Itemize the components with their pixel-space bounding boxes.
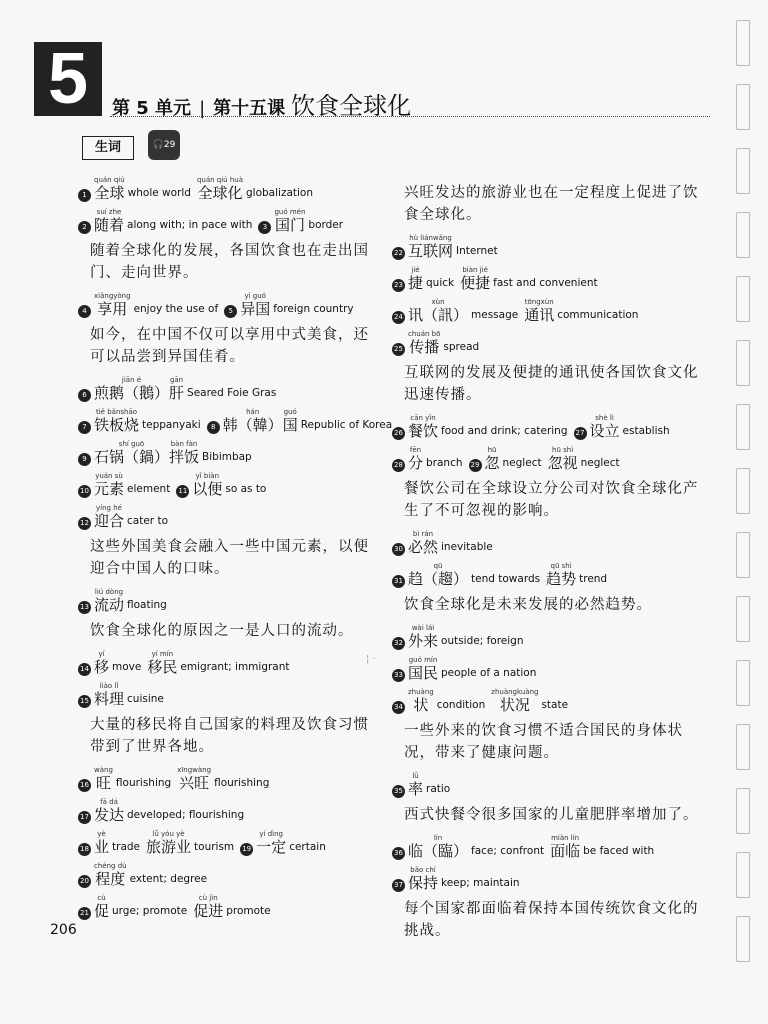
entry-number: 37 — [392, 879, 405, 892]
gloss: neglect — [502, 457, 542, 469]
page-smudge: ¦ · — [366, 654, 376, 665]
hanzi: 必然 — [408, 538, 439, 556]
pinyin: biàn jié — [462, 266, 488, 274]
pinyin: zhuàng — [408, 688, 434, 696]
vocab-word — [408, 330, 440, 356]
vocab-column-right — [392, 176, 712, 950]
vocab-word — [192, 472, 222, 498]
page-edge-marks — [736, 20, 750, 990]
hanzi: 临（臨） — [408, 842, 469, 860]
vocab-word — [147, 650, 177, 676]
hanzi: 石锅（鍋） — [94, 448, 170, 466]
vocab-entry — [78, 862, 378, 888]
pinyin: tiě bǎnshāo — [95, 408, 138, 416]
lesson-label: 第十五课 — [213, 98, 286, 119]
vocab-entry — [392, 234, 712, 260]
gloss: Republic of Korea — [300, 419, 393, 431]
vocab-entry — [78, 766, 378, 792]
page-number: 206 — [50, 922, 77, 938]
pinyin: hū shì — [552, 446, 574, 454]
example-sentence: 每个国家都面临着保持本国传统饮食文化的挑战。 — [404, 901, 699, 939]
entry-number: 17 — [78, 811, 91, 824]
entry-number: 25 — [392, 343, 405, 356]
vocab-word — [408, 866, 438, 892]
entry-number: 29 — [469, 459, 482, 472]
entry-number: 22 — [392, 247, 405, 260]
hanzi: 设立 — [589, 422, 620, 440]
gloss: trade — [112, 841, 141, 853]
gloss: element — [127, 483, 171, 495]
pinyin: xùn — [431, 298, 445, 306]
vocab-word — [240, 292, 270, 318]
entry-number: 1 — [78, 189, 91, 202]
vocab-word — [193, 894, 223, 920]
vocab-word — [408, 414, 438, 440]
vocab-word — [177, 766, 211, 792]
hanzi: 移 — [94, 658, 110, 676]
gloss: cuisine — [127, 693, 164, 705]
gloss: certain — [289, 841, 326, 853]
gloss: cater to — [127, 515, 168, 527]
pinyin: yí mín — [151, 650, 174, 658]
pinyin: cù jìn — [198, 894, 218, 902]
pinyin: hù liánwǎng — [409, 234, 452, 242]
vocab-entry — [78, 504, 378, 530]
vocab-entry — [392, 446, 712, 472]
vocab-entry — [78, 376, 378, 402]
pinyin: xīngwàng — [177, 766, 212, 774]
gloss: communication — [557, 309, 639, 321]
pinyin: cān yǐn — [410, 414, 436, 422]
hanzi: 全球化 — [197, 184, 243, 202]
vocab-word — [524, 298, 554, 324]
vocab-word — [94, 472, 124, 498]
pinyin: xiǎngyòng — [94, 292, 131, 300]
vocab-entry — [392, 330, 712, 356]
hanzi: 状 — [413, 696, 429, 714]
entry-number: 21 — [78, 907, 91, 920]
hanzi: 韩（韓） — [222, 416, 283, 434]
pinyin: liào lǐ — [99, 682, 119, 690]
pinyin: quán qiú — [94, 176, 125, 184]
entry-number: 10 — [78, 485, 91, 498]
vocab-entry — [78, 408, 393, 434]
gloss: Internet — [456, 245, 498, 257]
gloss: flourishing — [115, 777, 172, 789]
hanzi: 餐饮 — [408, 422, 439, 440]
pinyin: jié — [411, 266, 420, 274]
gloss: tend towards — [471, 573, 541, 585]
vocab-word — [94, 650, 109, 676]
vocab-word — [94, 292, 131, 318]
hanzi: 互联网 — [408, 242, 454, 260]
vocab-word — [590, 414, 620, 440]
pinyin: guó mén — [274, 208, 306, 216]
hanzi: 分 — [408, 454, 424, 472]
hanzi: 一定 — [256, 838, 287, 856]
entry-number: 14 — [78, 663, 91, 676]
vocab-entry — [392, 530, 712, 556]
hanzi: 便捷 — [460, 274, 491, 292]
pinyin: gān — [169, 376, 184, 384]
vocab-word — [408, 530, 438, 556]
vocab-entry — [78, 176, 378, 202]
gloss: state — [541, 699, 569, 711]
vocab-word — [94, 682, 124, 708]
pinyin: jiān é — [121, 376, 142, 384]
example-sentence: 兴旺发达的旅游业也在一定程度上促进了饮食全球化。 — [404, 185, 699, 223]
vocab-word — [94, 894, 109, 920]
vocab-entry — [78, 472, 378, 498]
vocab-heading: 生词 — [82, 136, 134, 160]
vocab-word — [169, 376, 184, 402]
hanzi: 忽视 — [547, 454, 578, 472]
vocab-word — [94, 588, 124, 614]
pinyin: yì guó — [244, 292, 266, 300]
header-divider — [110, 116, 710, 117]
pinyin: yí — [98, 650, 105, 658]
gloss: along with; in pace with — [127, 219, 253, 231]
hanzi: 迎合 — [94, 512, 125, 530]
gloss: keep; maintain — [441, 877, 520, 889]
hanzi: 促进 — [193, 902, 224, 920]
vocab-word — [408, 446, 423, 472]
pinyin: wàng — [94, 766, 113, 774]
hanzi: 面临 — [550, 842, 581, 860]
vocab-word — [408, 834, 468, 860]
entry-number: 4 — [78, 305, 91, 318]
gloss: foreign country — [273, 303, 354, 315]
vocab-word — [94, 798, 124, 824]
pinyin: chuán bō — [408, 330, 441, 338]
hanzi: 国门 — [274, 216, 305, 234]
gloss: Bibimbap — [202, 451, 252, 463]
vocab-entry — [392, 562, 712, 588]
vocab-word — [408, 234, 453, 260]
entry-number: 8 — [207, 421, 220, 434]
vocab-word — [408, 624, 438, 650]
pinyin: qū shì — [550, 562, 572, 570]
pinyin: suí zhe — [96, 208, 122, 216]
pinyin: wài lái — [411, 624, 435, 632]
pinyin: hū — [487, 446, 497, 454]
audio-headphones-icon[interactable]: 🎧29 — [148, 130, 180, 160]
entry-number: 23 — [392, 279, 405, 292]
vocab-word — [94, 376, 169, 402]
gloss: people of a nation — [441, 667, 537, 679]
pinyin: qū — [433, 562, 443, 570]
gloss: so as to — [225, 483, 267, 495]
vocab-word — [256, 830, 286, 856]
pinyin: quán qiú huà — [196, 176, 243, 184]
entry-number: 26 — [392, 427, 405, 440]
entry-number: 2 — [78, 221, 91, 234]
gloss: floating — [127, 599, 167, 611]
gloss: flourishing — [214, 777, 270, 789]
gloss: promote — [226, 905, 271, 917]
example-sentence: 这些外国美食会融入一些中国元素，以便迎合中国人的口味。 — [90, 539, 369, 577]
pinyin: shí guō — [118, 440, 145, 448]
hanzi: 捷 — [408, 274, 424, 292]
entry-number: 36 — [392, 847, 405, 860]
vocab-word — [274, 208, 305, 234]
vocab-entry — [392, 772, 712, 798]
vocab-word — [94, 208, 124, 234]
hanzi: 趋（趨） — [408, 570, 469, 588]
gloss: whole world — [127, 187, 191, 199]
example-sentence: 饮食全球化的原因之一是人口的流动。 — [90, 623, 354, 639]
entry-number: 13 — [78, 601, 91, 614]
hanzi: 异国 — [240, 300, 271, 318]
hanzi: 旺 — [95, 774, 111, 792]
entry-number: 12 — [78, 517, 91, 530]
example-sentence: 西式快餐令很多国家的儿童肥胖率增加了。 — [404, 807, 699, 823]
vocab-word — [169, 440, 199, 466]
vocab-entry — [392, 624, 712, 650]
entry-number: 19 — [240, 843, 253, 856]
vocab-entry — [78, 682, 378, 708]
hanzi: 程度 — [95, 870, 126, 888]
hanzi: 业 — [94, 838, 110, 856]
gloss: fast and convenient — [493, 277, 598, 289]
hanzi: 旅游业 — [146, 838, 192, 856]
gloss: move — [112, 661, 142, 673]
hanzi: 传播 — [409, 338, 440, 356]
entry-number: 18 — [78, 843, 91, 856]
audio-track-number: 29 — [163, 140, 176, 150]
gloss: extent; degree — [129, 873, 208, 885]
hanzi: 外来 — [408, 632, 439, 650]
vocab-entry — [392, 688, 712, 714]
gloss: globalization — [246, 187, 313, 199]
pinyin: fā dá — [100, 798, 118, 806]
entry-number: 3 — [258, 221, 271, 234]
entry-number: 16 — [78, 779, 91, 792]
header-separator: | — [199, 98, 206, 119]
vocab-word — [197, 176, 243, 202]
hanzi: 促 — [94, 902, 110, 920]
gloss: condition — [436, 699, 486, 711]
hanzi: 享用 — [97, 300, 128, 318]
unit-label: 第 5 单元 — [112, 98, 192, 119]
vocab-word — [94, 862, 127, 888]
page-title: 饮食全球化 — [291, 92, 412, 120]
vocab-entry — [392, 298, 712, 324]
pinyin: lǜ — [412, 772, 419, 780]
gloss: spread — [443, 341, 480, 353]
gloss: urge; promote — [112, 905, 188, 917]
vocab-entry — [392, 414, 712, 440]
hanzi: 元素 — [94, 480, 125, 498]
hanzi: 以便 — [192, 480, 223, 498]
pinyin: guó — [283, 408, 297, 416]
vocab-entry — [392, 834, 712, 860]
vocab-word — [408, 772, 423, 798]
vocab-entry — [78, 292, 378, 318]
example-sentence: 互联网的发展及便捷的通讯使各国饮食文化迅速传播。 — [404, 365, 699, 403]
entry-number: 32 — [392, 637, 405, 650]
gloss: inevitable — [441, 541, 493, 553]
vocab-word — [408, 562, 468, 588]
pinyin: bàn fàn — [170, 440, 198, 448]
hanzi: 移民 — [147, 658, 178, 676]
pinyin: yí dìng — [259, 830, 283, 838]
vocab-word — [491, 688, 538, 714]
pinyin: cù — [97, 894, 106, 902]
entry-number: 11 — [176, 485, 189, 498]
gloss: outside; foreign — [441, 635, 524, 647]
vocab-column-left — [78, 176, 393, 926]
hanzi: 讯（訊） — [408, 306, 469, 324]
entry-number: 7 — [78, 421, 91, 434]
hanzi: 率 — [408, 780, 424, 798]
hanzi: 流动 — [94, 596, 125, 614]
example-sentence: 大量的移民将自己国家的料理及饮食习惯带到了世界各地。 — [90, 717, 369, 755]
vocab-word — [94, 440, 169, 466]
entry-number: 30 — [392, 543, 405, 556]
gloss: message — [471, 309, 519, 321]
pinyin: bì rán — [412, 530, 434, 538]
hanzi: 兴旺 — [179, 774, 210, 792]
pinyin: liú dòng — [94, 588, 124, 596]
example-sentence: 一些外来的饮食习惯不适合国民的身体状况，带来了健康问题。 — [404, 723, 683, 761]
gloss: food and drink; catering — [441, 425, 568, 437]
hanzi: 料理 — [94, 690, 125, 708]
example-sentence: 如今，在中国不仅可以享用中式美食，还可以品尝到异国佳肴。 — [90, 327, 369, 365]
hanzi: 状况 — [499, 696, 530, 714]
vocab-word — [94, 408, 139, 434]
unit-number-badge: 5 — [34, 42, 102, 116]
pinyin: bǎo chí — [410, 866, 436, 874]
vocab-word — [94, 176, 125, 202]
hanzi: 铁板烧 — [94, 416, 140, 434]
pinyin: yè — [97, 830, 106, 838]
hanzi: 忽 — [484, 454, 500, 472]
pinyin: hán — [246, 408, 260, 416]
gloss: face; confront — [471, 845, 545, 857]
hanzi: 国民 — [408, 664, 439, 682]
vocab-word — [94, 766, 113, 792]
entry-number: 33 — [392, 669, 405, 682]
pinyin: fēn — [409, 446, 422, 454]
gloss: developed; flourishing — [127, 809, 245, 821]
example-sentence: 随着全球化的发展，各国饮食也在走出国门、走向世界。 — [90, 243, 369, 281]
gloss: establish — [622, 425, 670, 437]
vocab-word — [460, 266, 490, 292]
vocab-word — [548, 446, 578, 472]
vocab-word — [408, 688, 434, 714]
entry-number: 5 — [224, 305, 237, 318]
vocab-entry — [392, 266, 712, 292]
hanzi: 随着 — [94, 216, 125, 234]
pinyin: yǐ biàn — [195, 472, 220, 480]
vocab-entry — [78, 440, 378, 466]
hanzi: 煎鹅（鵝） — [94, 384, 170, 402]
entry-number: 24 — [392, 311, 405, 324]
vocab-entry — [78, 650, 378, 676]
pinyin: tōngxùn — [524, 298, 554, 306]
entry-number: 27 — [574, 427, 587, 440]
vocab-word — [283, 408, 298, 434]
vocab-word — [223, 408, 283, 434]
example-sentence: 餐饮公司在全球设立分公司对饮食全球化产生了不可忽视的影响。 — [404, 481, 699, 519]
entry-number: 9 — [78, 453, 91, 466]
vocab-word — [94, 504, 124, 530]
pinyin: yíng hé — [96, 504, 122, 512]
vocab-word — [408, 656, 438, 682]
pinyin: chéng dù — [94, 862, 127, 870]
vocab-word — [146, 830, 191, 856]
pinyin: shè lì — [595, 414, 614, 422]
pinyin: lǚ yóu yè — [152, 830, 185, 838]
vocab-word — [485, 446, 500, 472]
vocab-word — [546, 562, 576, 588]
entry-number: 35 — [392, 785, 405, 798]
hanzi: 保持 — [408, 874, 439, 892]
gloss: trend — [579, 573, 608, 585]
vocab-entry — [78, 208, 378, 234]
gloss: enjoy the use of — [133, 303, 219, 315]
vocab-word — [94, 830, 109, 856]
hanzi: 发达 — [94, 806, 125, 824]
example-sentence: 饮食全球化是未来发展的必然趋势。 — [404, 597, 652, 613]
hanzi: 趋势 — [546, 570, 577, 588]
gloss: neglect — [580, 457, 620, 469]
gloss: border — [308, 219, 344, 231]
entry-number: 15 — [78, 695, 91, 708]
gloss: Seared Foie Gras — [187, 387, 277, 399]
entry-number: 6 — [78, 389, 91, 402]
vocab-entry — [78, 588, 378, 614]
gloss: teppanyaki — [142, 419, 201, 431]
gloss: emigrant; immigrant — [180, 661, 290, 673]
hanzi: 肝 — [169, 384, 185, 402]
pinyin: guó mín — [408, 656, 438, 664]
vocab-entry — [392, 656, 712, 682]
gloss: be faced with — [583, 845, 655, 857]
gloss: quick — [426, 277, 455, 289]
entry-number: 34 — [392, 701, 405, 714]
vocab-word — [550, 834, 580, 860]
hanzi: 通讯 — [524, 306, 555, 324]
gloss: branch — [426, 457, 463, 469]
vocab-entry — [392, 866, 712, 892]
hanzi: 全球 — [94, 184, 125, 202]
vocab-entry — [78, 894, 378, 920]
pinyin: yuán sù — [95, 472, 123, 480]
entry-number: 31 — [392, 575, 405, 588]
hanzi: 国 — [282, 416, 298, 434]
entry-number: 20 — [78, 875, 91, 888]
vocab-word — [408, 298, 468, 324]
gloss: ratio — [426, 783, 451, 795]
entry-number: 28 — [392, 459, 405, 472]
hanzi: 拌饭 — [169, 448, 200, 466]
vocab-entry — [78, 830, 378, 856]
pinyin: lín — [433, 834, 443, 842]
pinyin: zhuàngkuàng — [491, 688, 539, 696]
vocab-word — [408, 266, 423, 292]
gloss: tourism — [194, 841, 235, 853]
vocab-entry — [78, 798, 378, 824]
pinyin: miàn lín — [551, 834, 580, 842]
